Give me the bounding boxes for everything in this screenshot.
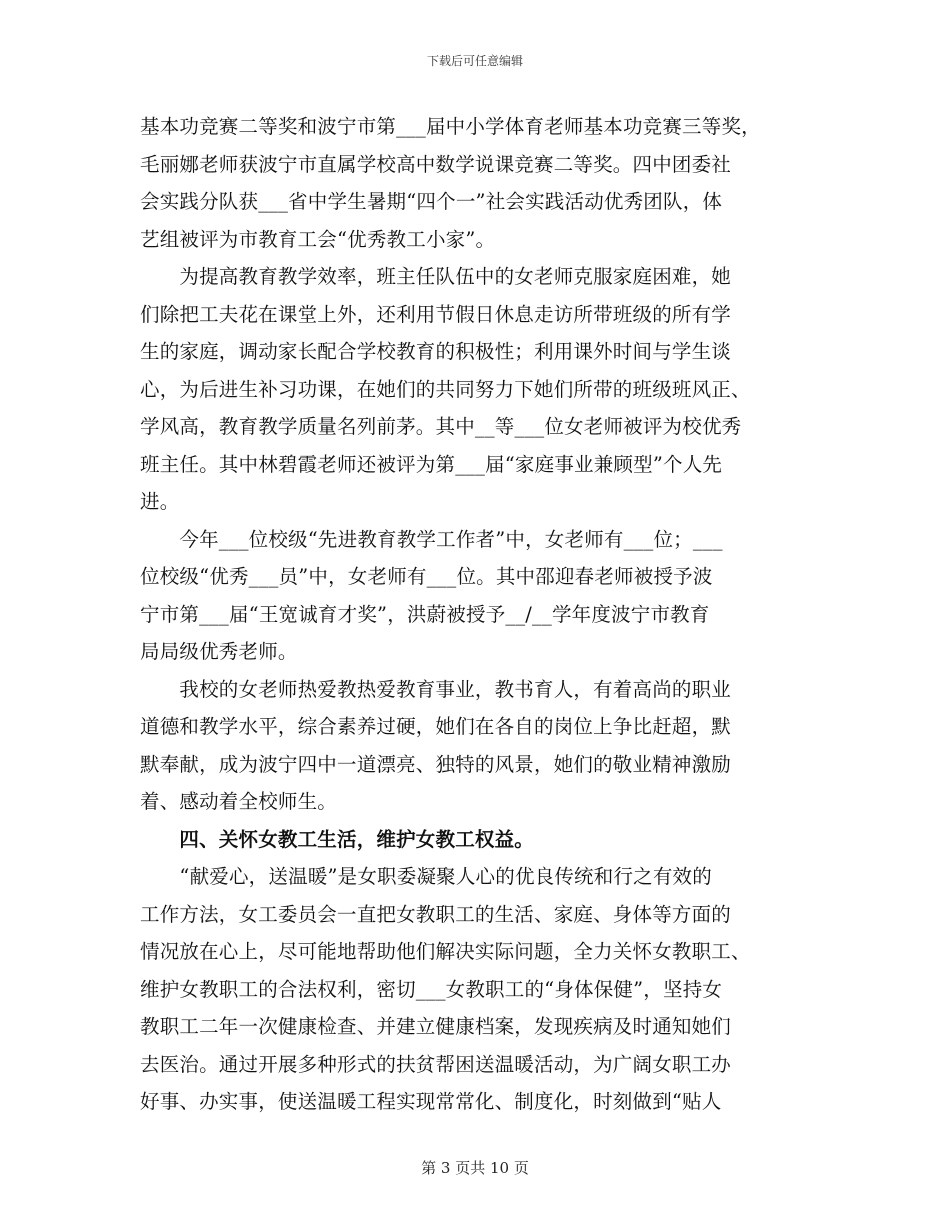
text-line: 工作方法，女工委员会一直把女教职工的生活、家庭、身体等方面的	[140, 902, 732, 926]
text-line: 进。	[140, 490, 180, 513]
text-line: 我校的女老师热爱教热爱教育事业，教书育人，有着高尚的职业	[140, 677, 732, 701]
text-line: 艺组被评为市教育工会“优秀教工小家”。	[140, 227, 496, 251]
text-line: 去医治。通过开展多种形式的扶贫帮困送温暖活动，为广阔女职工办	[140, 1052, 732, 1076]
document-body	[140, 108, 815, 1121]
text-line: 会实践分队获___省中学生暑期“四个一”社会实践活动优秀团队，体	[140, 190, 723, 213]
text-line: 默奉献，成为波宁四中一道漂亮、独特的风景，她们的敬业精神激励	[140, 752, 732, 776]
text-line: “献爱心，送温暖”是女职委凝聚人心的优良传统和行之有效的	[140, 865, 712, 888]
text-line: 道德和教学水平，综合素养过硬，她们在各自的岗位上争比赶超，默	[140, 715, 732, 738]
text-line: 局局级优秀老师。	[140, 640, 298, 663]
text-line: 教职工二年一次健康检查、并建立健康档案，发现疾病及时通知她们	[140, 1015, 732, 1038]
text-line: 心，为后进生补习功课，在她们的共同努力下她们所带的班级班风正、	[140, 377, 751, 401]
text-line: 们除把工夫花在课堂上外，还利用节假日休息走访所带班级的所有学	[140, 302, 732, 326]
text-line: 学风高，教育教学质量名列前茅。其中__等___位女老师被评为校优秀	[140, 415, 742, 438]
text-line: 生的家庭，调动家长配合学校教育的积极性；利用课外时间与学生谈	[140, 340, 732, 363]
text-line: 情况放在心上，尽可能地帮助他们解决实际问题，全力关怀女教职工、	[140, 940, 751, 963]
text-line: 为提高教育教学效率，班主任队伍中的女老师克服家庭困难，她	[140, 265, 732, 288]
text-line: 基本功竞赛二等奖和波宁市第___届中小学体育老师基本功竞赛三等奖，	[140, 115, 761, 138]
text-line: 维护女教职工的合法权利，密切___女教职工的“身体保健”，坚持女	[140, 977, 723, 1001]
section-heading: 四、关怀女教工生活，维护女教工权益。	[140, 827, 535, 851]
text-line: 着、感动着全校师生。	[140, 790, 338, 813]
text-line: 毛丽娜老师获波宁市直属学校高中数学说课竞赛二等奖。四中团委社	[140, 152, 732, 176]
text-line: 班主任。其中林碧霞老师还被评为第___届“家庭事业兼顾型”个人先	[140, 452, 723, 476]
text-line: 今年___位校级“先进教育教学工作者”中，女老师有___位；___	[140, 527, 723, 551]
page-footer: 第 3 页共 10 页	[421, 1159, 529, 1177]
text-line: 位校级“优秀___员”中，女老师有___位。其中邵迎春老师被授予波	[140, 565, 713, 588]
text-line: 好事、办实事，使送温暖工程实现常常化、制度化，时刻做到“贴人	[140, 1090, 722, 1113]
text-line: 宁市第___届“王宽诚育才奖”，洪蔚被授予__/__学年度波宁市教育	[140, 602, 710, 626]
page-header: 下载后可任意编辑	[426, 54, 523, 68]
